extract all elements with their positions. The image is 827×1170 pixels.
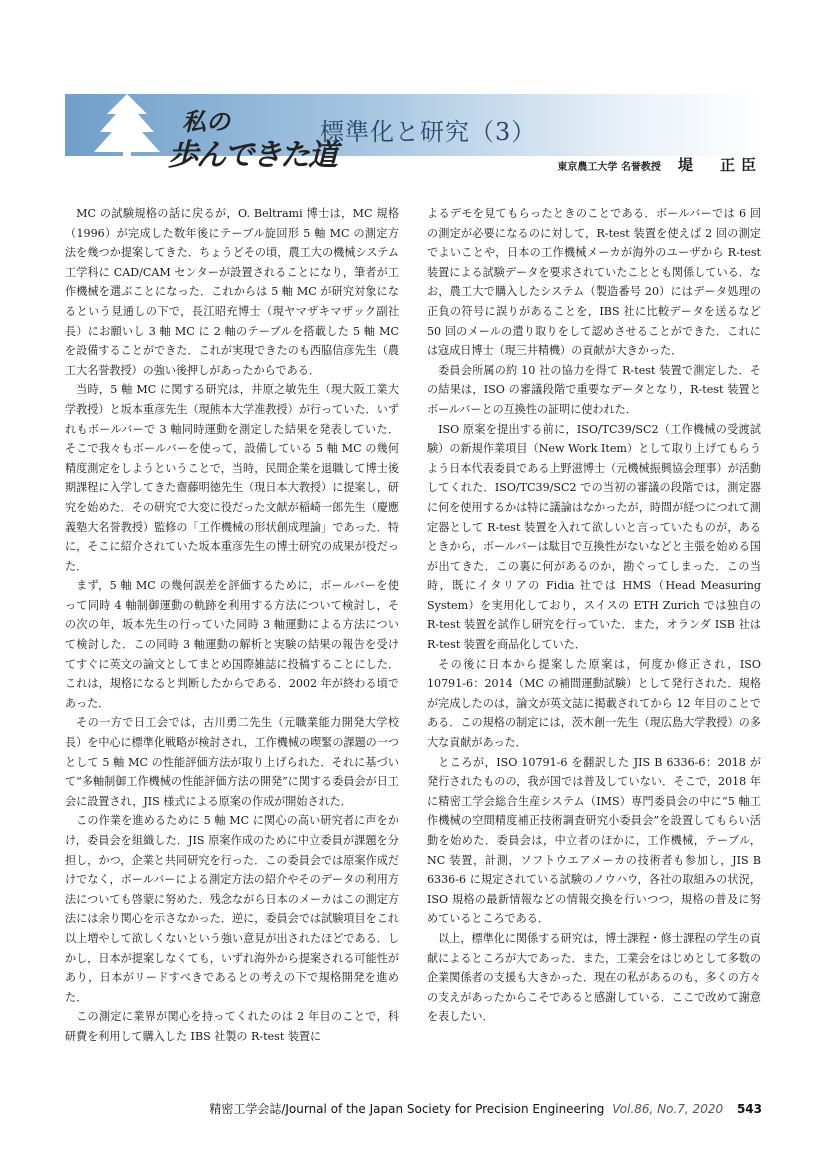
page-footer [200,1100,762,1117]
left-column [65,204,399,1047]
page-number: 543 [736,1102,762,1116]
paragraph: ところが，ISO 10791-6 を翻訳した JIS B 6336-6：2018 が発行されたものの，我が国では普及していない．そこで，2018 年に精密工学会総合生産システム（IMS）専門委員会の中に“5 軸工作機械の空間精度補正技術調査研究小委員会”を設置してもらい活動を始めた．委員会は，中立者のほかに，工作機械，テーブル，NC 装置，計測，ソフトウエアメーカの技術者も参加し，JIS B 6336-6 に規定されている試験のノウハウ，各社の取組みの状況，ISO 規格の最新情報などの情報交換を行いつつ，規格の普及に努めているところである． [427,755,761,926]
paragraph: 委員会所属の約 10 社の協力を得て R-test 装置で測定した．その結果は，ISO の審議段階で重要なデータとなり，R-test 装置とボールバーとの互換性の証明に使われた． [427,363,761,416]
paragraph: その後に日本から提案した原案は，何度か修正され，ISO 10791-6：2014（MC の補間運動試験）として発行された．規格が完成したのは，論文が英文誌に掲載されてから 12 年目のことである．この規格の制定には，茨木創一先生（現広島大学教授）の多大な貢献があった． [427,657,761,750]
journal-name: 精密工学会誌/Journal of the Japan Society for Precision Engineering [209,1102,605,1116]
paragraph: まず，5 軸 MC の幾何誤差を評価するために，ボールバーを使って同時 4 軸制御運動の軌跡を利用する方法について検討し，その次の年，坂本先生の行っていた同時 3 軸運動による方法について検討した．この同時 3 軸運動の解析と実験の結果の報告を受けてすぐに英文の論文としてまとめ国際雑誌に投稿することにした．これは，規格になると判断したからである．2002 年が終わる頃であった． [65,579,399,710]
paragraph: ISO 原案を提出する前に，ISO/TC39/SC2（工作機械の受渡試験）の新規作業項目（New Work Item）として取り上げてもらうよう日本代表委員である上野滋博士（元機械振興協会理事）が活動してくれた．ISO/TC39/SC2 での当初の審議の段階では，測定器に何を使用するかは特に議論はなかったが，時間が経つにつれて測定器として R-test 装置を入れて欲しいと言っていたものが，あるときから，ボールバーは駄目で互換性がないなどと主張を始める国が出てきた．この裏に何があるのか，勘ぐってしまった．この当時，既にイタリアの Fidia 社では HMS（Head Measuring System）を実用化しており，スイスの ETH Zurich では独自の R-test 装置を試作し研究を行っていた．また，オランダ ISB 社は R-test 装置を商品化していた． [427,422,761,652]
author-affiliation: 東京農工大学 名誉教授 [557,162,661,173]
tree-icon [92,92,162,172]
paragraph: この作業を進めるために 5 軸 MC に関心の高い研究者に声をかけ，委員会を組織した．JIS 原案作成のために中立委員が課題を分担し，かつ，企業と共同研究を行った．この委員会では原案作成だけでなく，ボールバーによる測定方法の紹介やそのデータの利用方法についても啓蒙に努めた．残念ながら日本のメーカはこの測定方法には余り関心を示さなかった．逆に，委員会では試験項目をこれ以上増やして欲しくないという強い意見が出されたほどである．しかし，日本が提案しなくても，いずれ海外から提案される可能性があり，日本がリードすべきであるとの考えの下で規格開発を進めた． [65,814,399,1004]
right-column [427,204,761,1027]
author-line [557,154,762,175]
paragraph: この測定に業界が関心を持ってくれたのは 2 年目のことで，科研費を利用して購入した IBS 社製の R-test 装置に [65,1010,399,1043]
paragraph: よるデモを見てもらったときのことである．ボールバーでは 6 回の測定が必要になるのに対して，R-test 装置を使えば 2 回の測定でよいことや，日本の工作機械メーカが海外のユーザから R-test 装置による試験データを要求されていたこととも関係している．なお，農工大で購入したシステム（製造番号 20）にはデータ処理の正負の符号に誤りがあることを，IBS 社に比較データを送るなど 50 回のメールの遣り取りをして認めさせることができた．これには寇成日博士（現三井精機）の貢献が大きかった． [427,207,761,358]
paragraph: その一方で日工会では，古川勇二先生（元職業能力開発大学校長）を中心に標準化戦略が検討され，工作機械の喫緊の課題の一つとして 5 軸 MC の性能評価方法が取り上げられた．それに基づいて“多軸制御工作機械の性能評価方法の開発”に関する委員会が日工会に設置され，JIS 様式による原案の作成が開始された． [65,716,399,808]
journal-volume: Vol.86, No.7, 2020 [612,1102,724,1116]
logo-line2: 歩んできた道 [168,138,336,173]
paragraph: 当時，5 軸 MC に関する研究は，井原之敏先生（現大阪工業大学教授）と坂本重彦先生（現熊本大学准教授）が行っていた．いずれもボールバーで 3 軸同時運動を測定した結果を発表していた．そこで我々もボールバーを使って，設備している 5 軸 MC の幾何精度測定をしようということで，当時，民間企業を退職して博士後期課程に入学してきた齋藤明徳先生（現日本大教授）に提案し，研究を始めた．その研究で大変に役だった文献が稲崎一郎先生（慶應義塾大名誉教授）監修の「工作機械の形状創成理論」であった．特に，そこに紹介されていた坂本重彦先生の博士研究の成果が役だった． [65,383,399,573]
paragraph: MC の試験規格の話に戻るが，O. Beltrami 博士は，MC 規格（1996）が完成した数年後にテーブル旋回形 5 軸 MC の測定方法を幾つか提案してきた．ちょうどその頃，農工大の機械システム工学科に CAD/CAM センターが設置されることになり，筆者が工作機械を選ぶことになった．これからは 5 軸 MC が研究対象になるという見通しの下で，長江昭充博士（現ヤマザキマザック副社長）にお願いし 3 軸 MC に 2 軸のテーブルを搭載した 5 軸 MC を設備することができた．これが実現できたのも西脇信彦先生（農工大名誉教授）の強い後押しがあったからである． [65,207,399,377]
article-title: 標準化と研究（3） [320,118,537,146]
author-name: 堤 正臣 [677,156,762,174]
logo-line1: 私の [182,107,230,136]
paragraph: 以上，標準化に関係する研究は，博士課程・修士課程の学生の貢献によるところが大であった．また，工業会をはじめとして多数の企業関係者の支援も大きかった．現在の私があるのも，多くの方々の支えがあったからこそであると感謝している．ここで改めて謝意を表したい． [427,931,761,1024]
